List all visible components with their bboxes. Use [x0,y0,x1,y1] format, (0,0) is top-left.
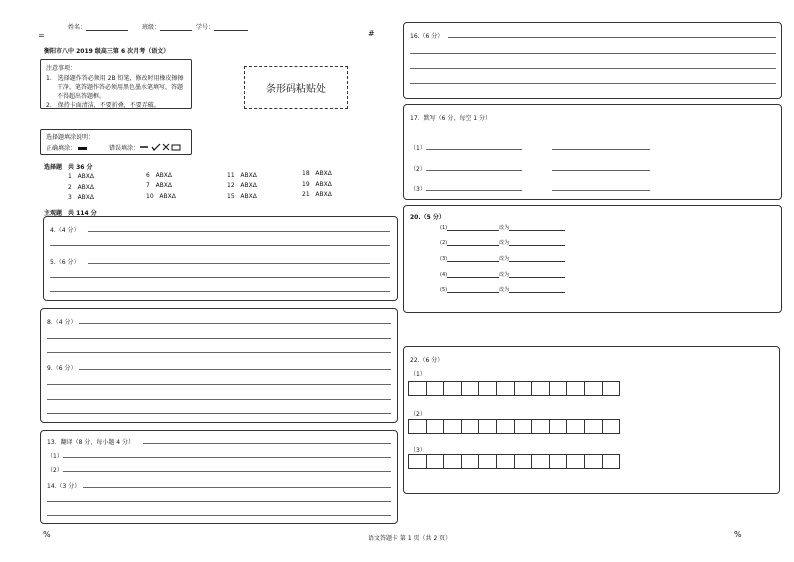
footer-page-text: 语文答题卡 第 1 页（共 2 页） [368,535,452,542]
answer-line[interactable] [50,291,390,292]
q20-row: (2) 改为 [440,239,565,246]
notice-item: 2. 保持卡面清洁，不要折叠，不要弄破。 [46,102,160,109]
fill-guide-title: 选择题填涂说明： [46,134,95,141]
corner-mark-right: # [368,29,375,38]
answer-box-q16 [403,22,782,99]
answer-line[interactable] [83,487,391,488]
barcode-label: 条形码粘贴处 [266,84,326,95]
answer-line[interactable] [410,68,776,69]
answer-line[interactable] [426,190,522,191]
char-grid[interactable] [408,454,620,469]
question-label: 13．翻译（8 分，每小题 4 分） [47,439,134,446]
fill-guide-correct: 正确填涂： [46,143,87,152]
class-label: 班级： [142,22,192,31]
question-label: 4.（4 分） [50,227,80,234]
answer-line[interactable] [47,352,391,353]
mc-question[interactable]: 3 ABXΔ [68,194,94,201]
question-label: （2） [410,166,426,173]
answer-line[interactable] [552,190,650,191]
answer-line[interactable] [47,515,391,516]
question-label: 8.（4 分） [47,319,77,326]
answer-line[interactable] [88,263,390,264]
mc-question[interactable]: 18 ABXΔ [302,170,332,177]
answer-line[interactable] [50,245,390,246]
question-label: 22.（6 分） [410,357,444,364]
answer-line[interactable] [47,413,391,414]
mc-title: 选择题 共 36 分 [44,164,93,171]
question-label: 17．默写（6 分，每空 1 分） [410,115,491,122]
answer-box-q17 [403,104,782,200]
mc-question[interactable]: 7 ABXΔ [146,182,172,189]
question-label: 9.（6 分） [47,365,77,372]
answer-line[interactable] [63,471,391,472]
answer-line[interactable] [63,457,391,458]
question-label: （1） [410,145,426,152]
subjective-title: 主观题 共 114 分 [44,210,97,217]
answer-line[interactable] [47,384,391,385]
filled-mark-icon [78,147,87,150]
notice-box [40,59,192,109]
name-label: 姓名： [68,22,128,31]
notice-item: 不得超出答题框。 [57,93,106,100]
char-grid[interactable] [408,381,620,396]
answer-line[interactable] [50,277,390,278]
question-label: 14.（3 分） [47,483,81,490]
mc-question[interactable]: 19 ABXΔ [302,181,332,188]
exam-title: 衡阳市八中 2019 级高三第 6 次月考（语文） [44,48,170,55]
notice-item: 1. 选择题作答必须用 2B 铅笔，修改时用橡皮擦擦 [46,75,184,82]
question-label: 16.（6 分） [410,33,444,40]
q20-row: (5) 改为 [440,286,565,293]
question-label: （3） [410,186,426,193]
char-grid[interactable] [408,419,620,434]
answer-box-q20 [403,205,782,313]
footer-mark-left: % [43,530,51,539]
answer-line[interactable] [79,369,391,370]
answer-line[interactable] [448,37,776,38]
answer-line[interactable] [47,338,391,339]
mc-question[interactable]: 2 ABXΔ [68,184,94,191]
id-label: 学号： [196,22,248,31]
answer-box-q13-q14 [40,430,398,524]
corner-mark-left: = [38,31,45,40]
answer-line[interactable] [143,443,391,444]
fill-guide-wrong: 错误填涂： [109,145,140,152]
answer-line[interactable] [88,231,390,232]
footer-mark-right: % [734,530,742,539]
fill-guide-box [40,129,192,155]
barcode-area [244,66,348,109]
answer-box-q8-q9 [40,308,398,423]
answer-box-q22 [403,346,780,494]
answer-line[interactable] [552,149,650,150]
answer-line[interactable] [410,53,776,54]
notice-title: 注意事项： [46,65,77,72]
question-label: （2） [410,411,426,418]
mc-question[interactable]: 1 ABXΔ [68,173,94,180]
mc-question[interactable]: 10 ABXΔ [146,193,176,200]
question-label: （3） [410,447,426,454]
answer-line[interactable] [552,170,650,171]
question-label: （2） [47,467,63,474]
answer-box-q4-q5 [43,216,398,301]
question-label: 5.（6 分） [50,259,80,266]
question-label: （1） [410,371,426,378]
mc-question[interactable]: 15 ABXΔ [227,193,257,200]
answer-line[interactable] [426,170,522,171]
mc-question[interactable]: 6 ABXΔ [146,172,172,179]
mc-question[interactable]: 12 ABXΔ [227,182,257,189]
answer-line[interactable] [410,83,776,84]
answer-line[interactable] [47,501,391,502]
mc-question[interactable]: 21 ABXΔ [302,191,332,198]
mc-question[interactable]: 11 ABXΔ [227,172,257,179]
answer-line[interactable] [426,149,522,150]
q20-row: (3) 改为 [440,255,565,262]
answer-line[interactable] [79,323,391,324]
answer-line[interactable] [47,399,391,400]
question-label: 20.（5 分） [410,214,445,221]
notice-item: 干净。笔答题作答必须用黑色墨水笔填写，答题 [57,84,184,91]
q20-row: (1) 改为 [440,224,565,231]
q20-row: (4) 改为 [440,271,565,278]
question-label: （1） [47,453,63,460]
wrong-marks-icon [139,143,183,151]
